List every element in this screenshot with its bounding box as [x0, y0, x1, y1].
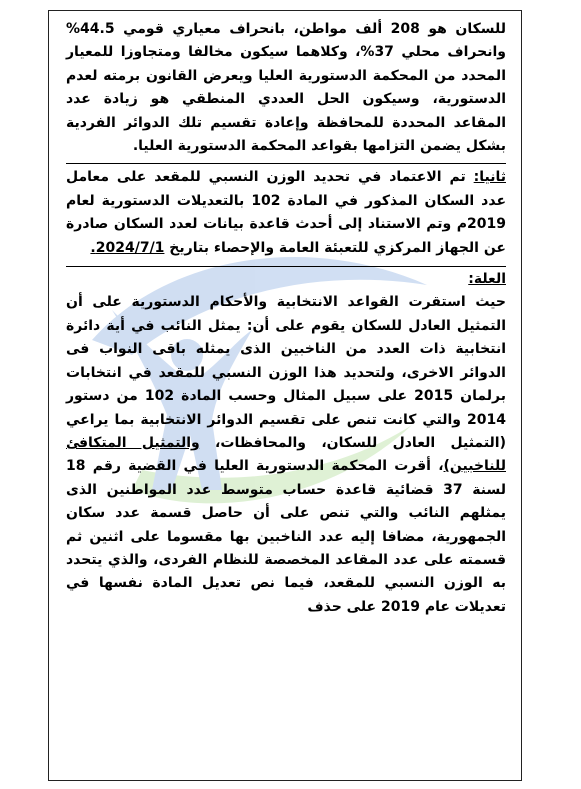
section-second-text: تم الاعتماد في تحديد الوزن النسبي للمقعد على معامل عدد السكان المذكور في المادة 102 بالتعديلات الدستورية لعام 2019م وتم الاستناد إلى أحدث قاعدة بيانات لعدد السكان صادرة عن الجهاز المركزي للتعبئة العامة والإحصاء بتاريخ	[66, 169, 507, 256]
paragraph-fair-representation	[66, 291, 506, 619]
paragraph-fair-representation-part-1: حيث استقرت القواعد الانتخابية والأحكام الدستورية على أن التمثيل العادل للسكان يقوم على أن: يمثل النائب في أية دائرة انتخابية ذات العدد من الناخبين الذى يمثله باقى النواب فى الدوائر الاخرى، ولتحديد هذا الوزن النسبي للمقعد في انتخابات برلمان 2015 على سبيل المثال وحسب المادة 102 من دستور 2014 والتي كانت تنص على تقسيم الدوائر الانتخابية بما يراعي (التمثيل العادل للسكان، والمحافظات،	[66, 294, 506, 451]
section-second-date: 2024/7/1.	[90, 239, 165, 256]
document-body	[66, 18, 506, 619]
reason-heading	[66, 266, 506, 291]
section-second-label: ثانيا:	[473, 169, 506, 186]
paragraph-fair-representation-part-2: ، أقرت المحكمة الدستورية العليا في القضية رقم 18 لسنة 37 قضائية قاعدة حساب متوسط عدد المواطنين الذى يمثلهم النائب والتي تنص على أن حاصل قسمة عدد سكان الجمهورية، مضافا إليه عدد الناخبين بها مقسوما على اثنين ثم قسمته على عدد المقاعد المخصصة للنظام الفردى، والذي يتحدد به الوزن النسبي للمقعد، فيما نص تعديل المادة نفسها في تعديلات عام 2019 على حذف	[66, 458, 506, 615]
paragraph-population-deviation: للسكان هو 208 ألف مواطن، بانحراف معياري قومي 44.5% وانحراف محلي 37%، وكلاهما سيكون مخالفا ومتجاوزا للمعيار المحدد من المحكمة الدستورية العليا ويعرض القانون برمته لعدم الدستورية، وسيكون الحل العددي المنطقي هو زيادة عدد المقاعد المحددة للمحافظة وإعادة تقسيم تلك الدوائر الفردية بشكل يضمن التزامها بقواعد المحكمة الدستورية العليا.	[66, 21, 506, 155]
paragraph-fair-representation-underlined: والتمثيل المتكافئ للناخبين)	[66, 434, 506, 475]
section-second	[66, 163, 506, 260]
reason-heading-text: العلة:	[468, 271, 506, 288]
